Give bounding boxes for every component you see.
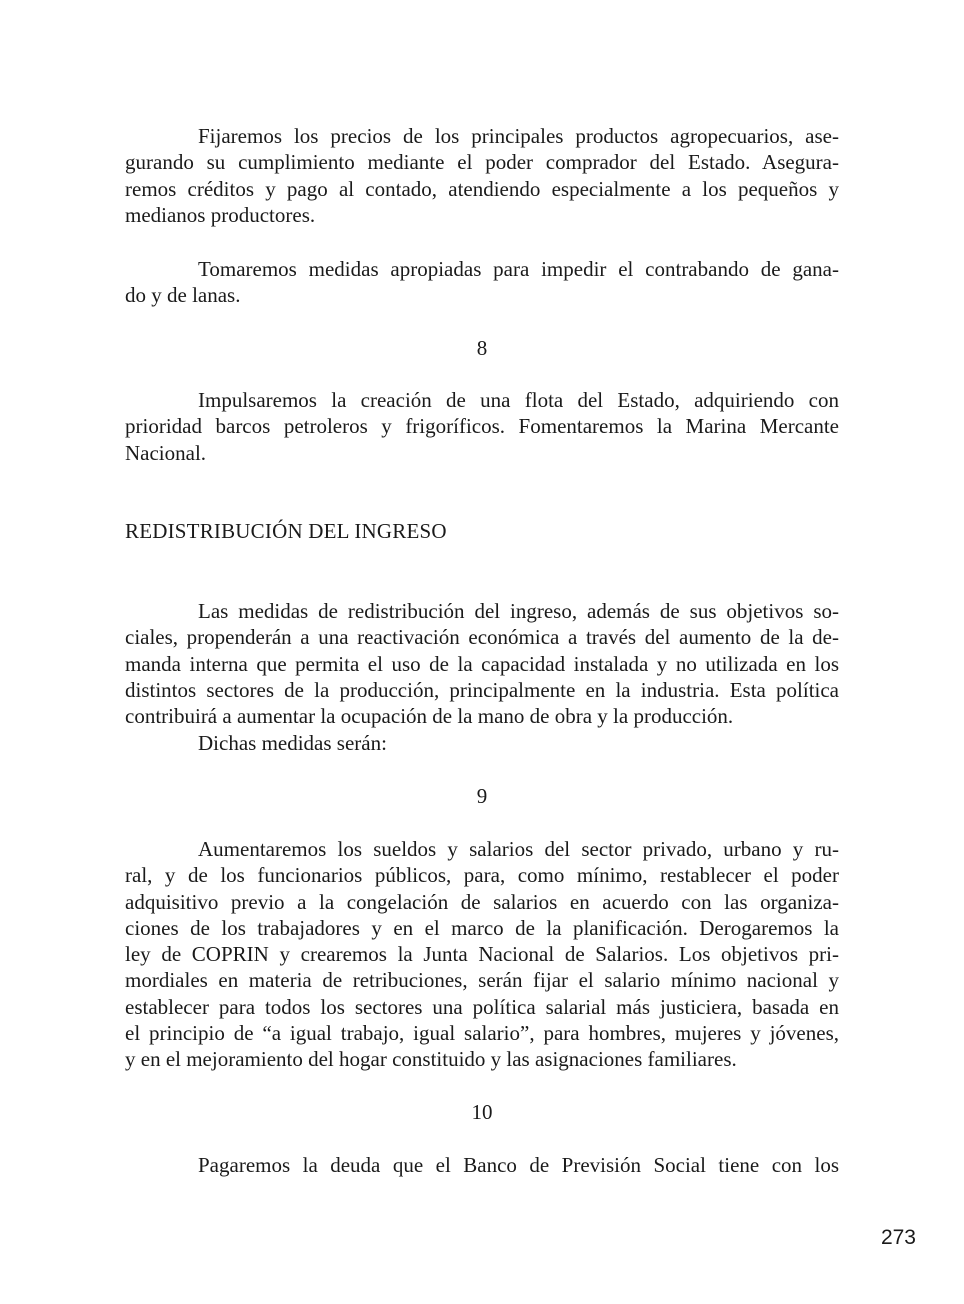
section-number-10: 10 <box>471 1100 493 1124</box>
paragraph-state-fleet <box>125 387 839 466</box>
text-line: ral, y de los funcionarios públicos, para, como mínimo, restablecer el poder <box>125 863 839 888</box>
text-line: ley de COPRIN y crearemos la Junta Nacional de Salarios. Los objetivos pri- <box>125 942 839 967</box>
text-line: Nacional. <box>125 440 207 465</box>
section-number-8: 8 <box>476 336 488 360</box>
paragraph-measures-intro <box>125 730 839 756</box>
paragraph-wages <box>125 836 839 1073</box>
text-line: Dichas medidas serán: <box>198 731 387 755</box>
text-line: ciones de los trabajadores y en el marco de la planificación. Derogaremos la <box>125 915 839 940</box>
text-line: manda interna que permita el uso de la capacidad instalada y no utilizada en los <box>125 651 839 676</box>
text-line: do y de lanas. <box>125 283 241 308</box>
text-line: Pagaremos la deuda que el Banco de Previsión Social tiene con los <box>198 1153 839 1177</box>
page-number: 273 <box>880 1226 916 1249</box>
text-line: el principio de “a igual trabajo, igual salario”, para hombres, mujeres y jóvenes, <box>125 1021 839 1046</box>
paragraph-price-fixing <box>125 123 839 228</box>
text-line: medianos productores. <box>125 202 316 227</box>
paragraph-smuggling <box>125 256 839 309</box>
text-line: ciales, propenderán a una reactivación económica a través del aumento de la de- <box>125 625 839 650</box>
text-line: Tomaremos medidas apropiadas para impedir el contrabando de gana- <box>198 257 839 281</box>
text-line: remos créditos y pago al contado, atendiendo especialmente a los pequeños y <box>125 176 839 201</box>
text-line: Impulsaremos la creación de una flota del Estado, adquiriendo con <box>198 388 839 412</box>
text-line: prioridad barcos petroleros y frigoríficos. Fomentaremos la Marina Mercante <box>125 414 839 439</box>
text-line: Fijaremos los precios de los principales productos agropecuarios, ase- <box>198 124 839 148</box>
text-line: establecer para todos los sectores una política salarial más justiciera, basada en <box>125 994 839 1019</box>
text-line: mordiales en materia de retribuciones, serán fijar el salario mínimo nacional y <box>125 968 839 993</box>
section-number-9: 9 <box>476 784 488 808</box>
text-line: y en el mejoramiento del hogar constituido y las asignaciones familiares. <box>125 1047 737 1072</box>
text-line: Las medidas de redistribución del ingreso, además de sus objetivos so- <box>198 599 839 623</box>
section-heading: REDISTRIBUCIÓN DEL INGRESO <box>125 519 447 543</box>
text-line: Aumentaremos los sueldos y salarios del sector privado, urbano y ru- <box>198 837 839 861</box>
text-line: contribuirá a aumentar la ocupación de la mano de obra y la producción. <box>125 704 734 729</box>
text-line: distintos sectores de la producción, principalmente en la industria. Esta política <box>125 677 839 702</box>
paragraph-social-security-debt <box>125 1152 839 1178</box>
text-line: gurando su cumplimiento mediante el poder comprador del Estado. Asegura- <box>125 150 839 175</box>
paragraph-income-redistribution <box>125 598 839 729</box>
text-line: adquisitivo previo a la congelación de salarios en acuerdo con las organiza- <box>125 889 839 914</box>
